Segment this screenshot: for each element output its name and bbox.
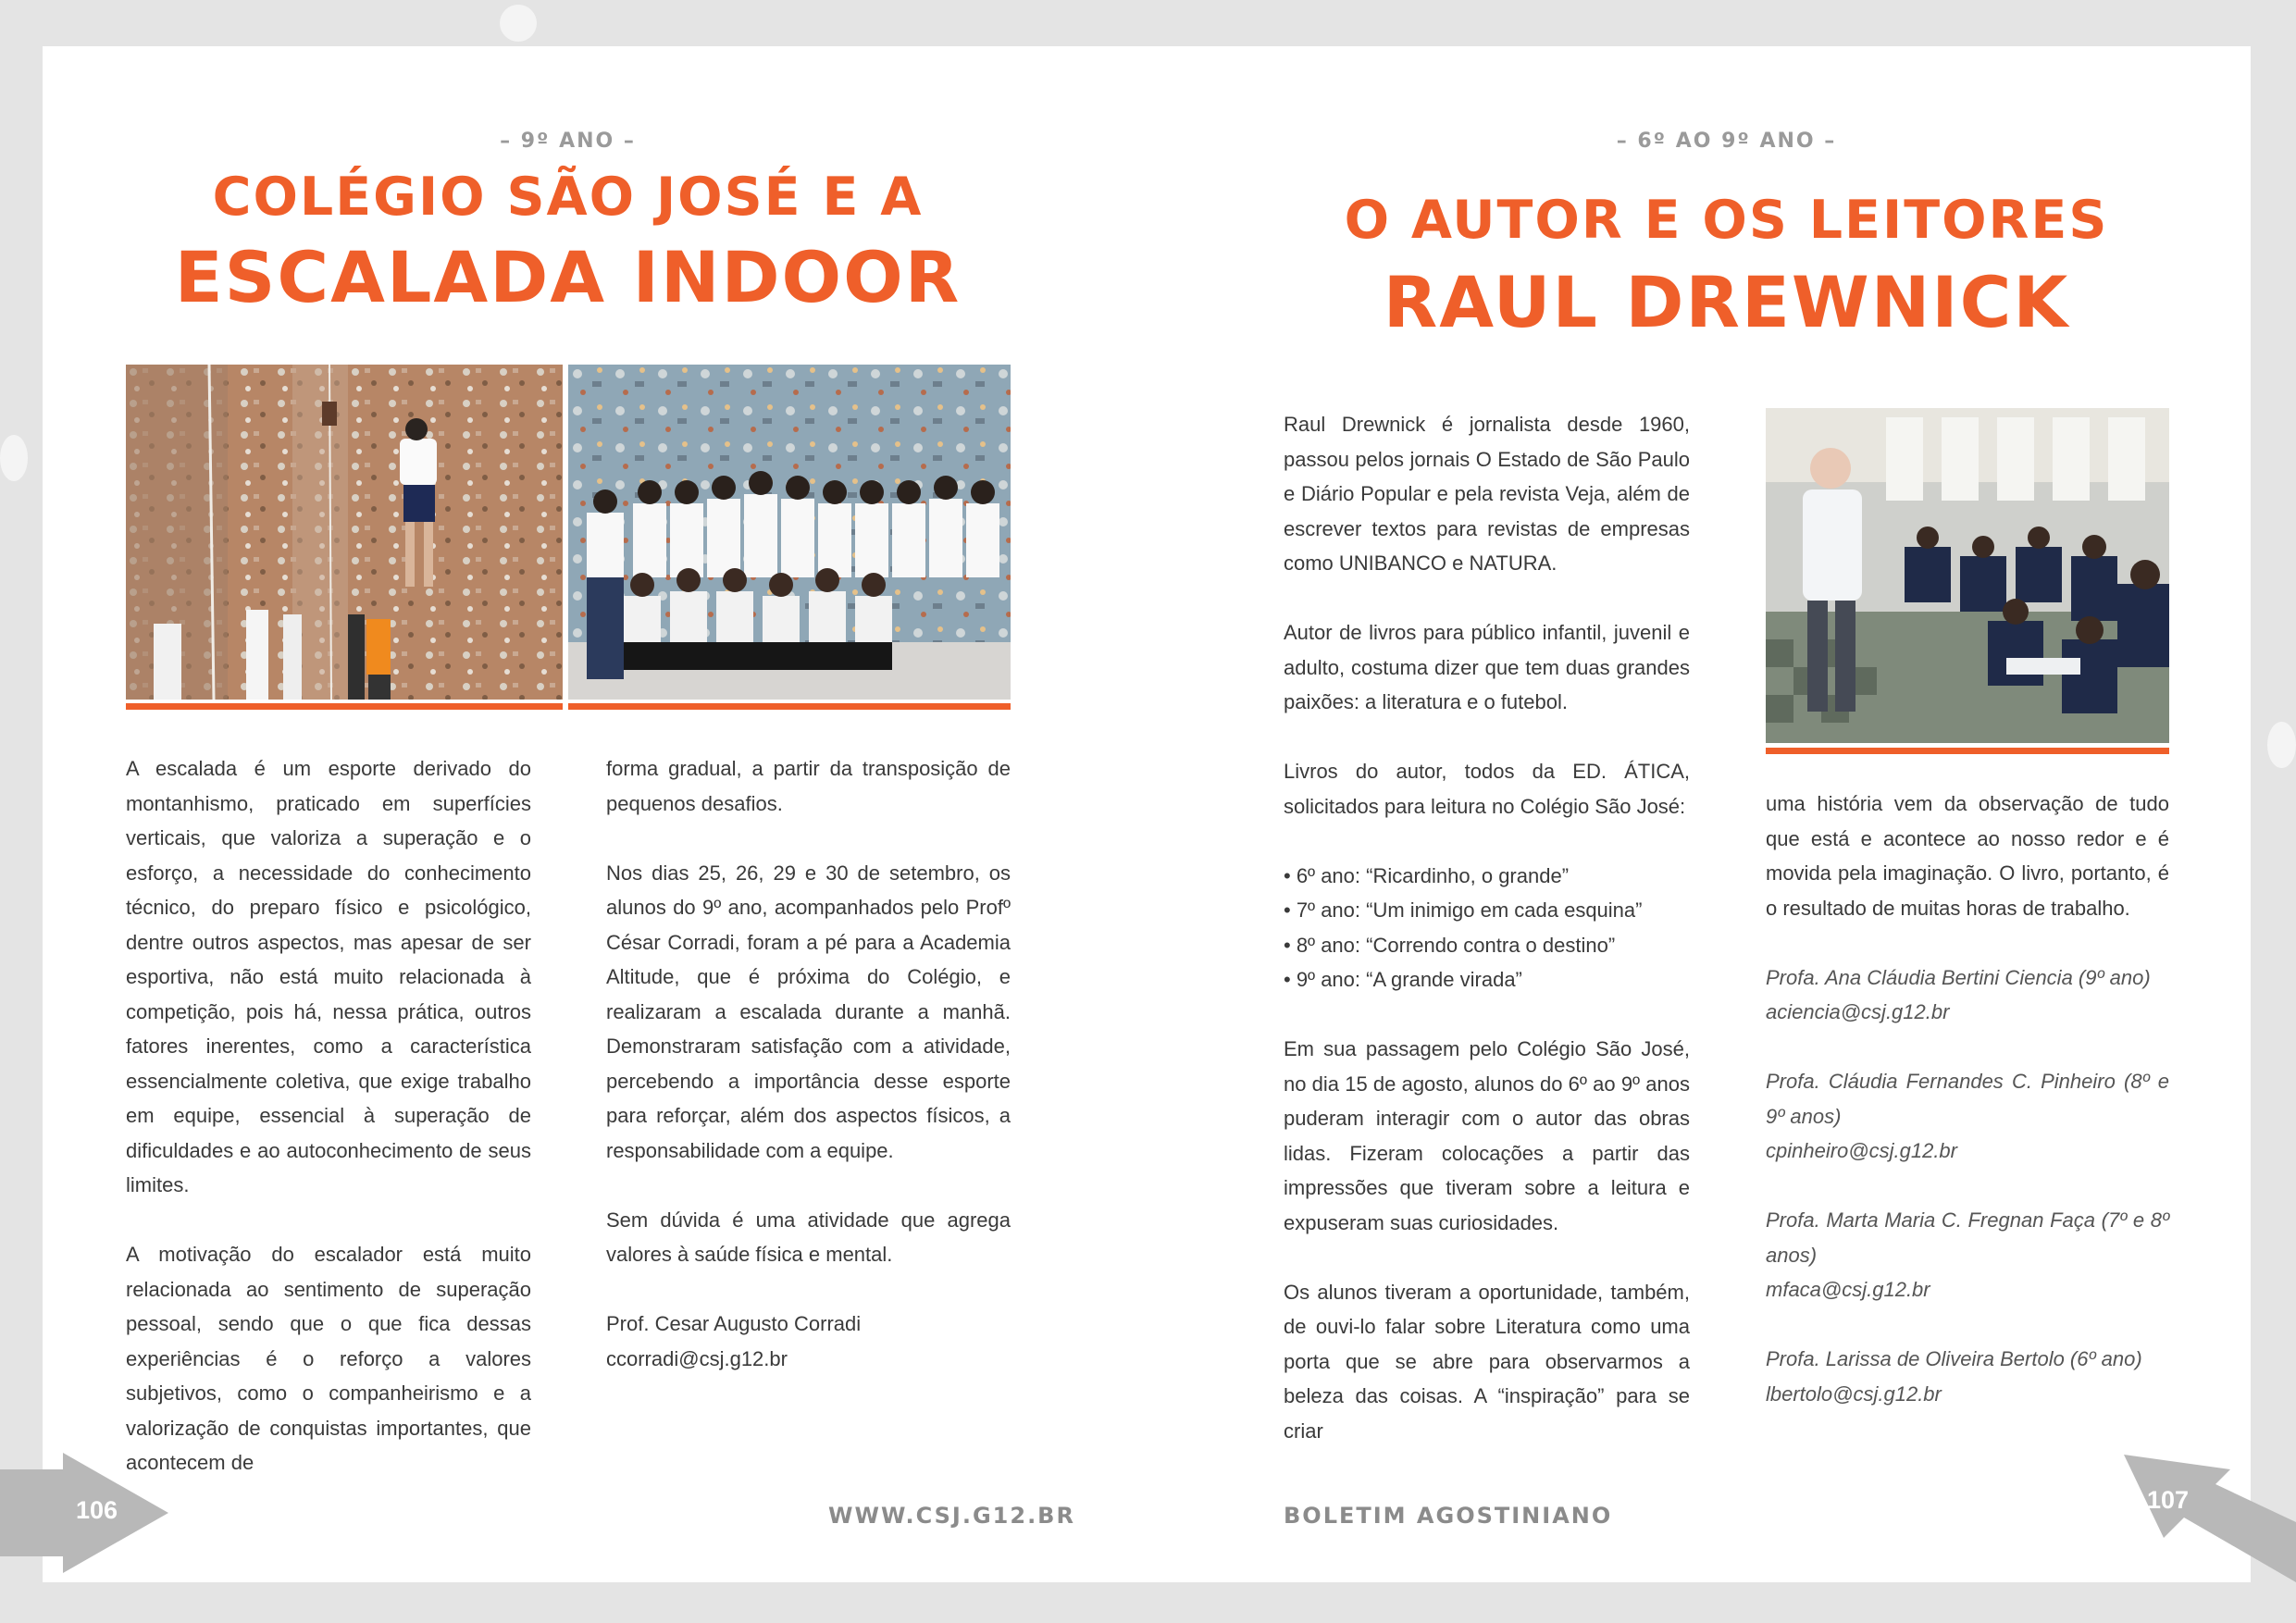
group-photo	[568, 365, 1011, 700]
book-list-item: • 9º ano: “A grande virada”	[1284, 968, 1522, 991]
book-list-item: • 7º ano: “Um inimigo em cada esquina”	[1284, 898, 1643, 922]
footer-magazine-name: BOLETIM AGOSTINIANO	[1284, 1503, 1613, 1529]
teacher-email: lbertolo@csj.g12.br	[1766, 1381, 1942, 1406]
page-number-right: 107	[2147, 1486, 2190, 1514]
page-arrow-right	[2119, 1453, 2296, 1582]
left-title-line1: COLÉGIO SÃO JOSÉ E A	[212, 167, 924, 228]
paragraph: Nos dias 25, 26, 29 e 30 de setembro, os alunos do 9º ano, acompanhados pelo Profº César Corradi, foram a pé para a Academia Altitude, que é próxima do Colégio, e realizaram a escalada durante a manhã. Demonstraram satisfação com a atividade, percebendo a importância desse esporte para reforçar, além dos aspectos físicos, a responsabilidade com a equipe.	[606, 861, 1011, 1162]
paragraph: A escalada é um esporte derivado do montanhismo, praticado em superfícies verticais, que valoriza a superação e o esforço, a necessidade do conhecimento técnico, do preparo físico e psicológico, dentre outros aspectos, mas apesar de ser esportiva, não está muito relacionada à competição, pois há, nessa prática, outros fatores inerentes, como a característica essencialmente coletiva, que exige trabalho em equipe, essencial à superação de dificuldades e ao autoconhecimento de seus limites.	[126, 757, 531, 1196]
left-column-1	[126, 751, 531, 1481]
signature-name: Prof. Cesar Augusto Corradi	[606, 1312, 862, 1335]
right-title-line1: O AUTOR E OS LEITORES	[1344, 190, 2109, 251]
teacher-email: mfaca@csj.g12.br	[1766, 1278, 1930, 1301]
right-kicker: – 6º AO 9º ANO –	[1616, 130, 1837, 153]
teacher-name: Profa. Marta Maria C. Fregnan Faça (7º e 8º anos)	[1766, 1208, 2169, 1267]
signature-email: ccorradi@csj.g12.br	[606, 1346, 788, 1370]
photo-underline	[126, 703, 563, 710]
paragraph: Autor de livros para público infantil, juvenil e adulto, costuma dizer que tem duas grandes paixões: a literatura e o futebol.	[1284, 621, 1690, 713]
photo-underline	[568, 703, 1011, 710]
right-column-1	[1284, 407, 1690, 1448]
teacher-email: cpinheiro@csj.g12.br	[1766, 1139, 1957, 1162]
background-dot	[0, 435, 28, 481]
teacher-name: Profa. Larissa de Oliveira Bertolo (6º ano)	[1766, 1347, 2142, 1370]
left-column-2	[606, 751, 1011, 1376]
right-column-2	[1766, 787, 2169, 1411]
right-title-line2: RAUL DREWNICK	[1383, 261, 2070, 343]
paragraph: forma gradual, a partir da transposição de pequenos desafios.	[606, 757, 1011, 815]
left-kicker: – 9º ANO –	[500, 130, 636, 153]
teacher-name: Profa. Cláudia Fernandes C. Pinheiro (8º e 9º anos)	[1766, 1070, 2169, 1128]
paragraph: uma história vem da observação de tudo que está e acontece ao nosso redor e é movida pela imaginação. O livro, portanto, é o resultado de muitas horas de trabalho.	[1766, 792, 2169, 920]
photo-underline	[1766, 748, 2169, 754]
climbing-wall-photo	[126, 365, 563, 700]
teacher-name: Profa. Ana Cláudia Bertini Ciencia (9º ano)	[1766, 965, 2151, 989]
paragraph: Raul Drewnick é jornalista desde 1960, passou pelos jornais O Estado de São Paulo e Diário Popular e pela revista Veja, além de escrever textos para revistas de empresas como UNIBANCO e NATURA.	[1284, 413, 1690, 575]
paragraph: Livros do autor, todos da ED. ÁTICA, solicitados para leitura no Colégio São José:	[1284, 760, 1690, 818]
book-list-item: • 6º ano: “Ricardinho, o grande”	[1284, 863, 1570, 887]
author-talk-photo	[1766, 408, 2169, 743]
paragraph: Em sua passagem pelo Colégio São José, no dia 15 de agosto, alunos do 6º ao 9º anos puderam interagir com o autor das obras lidas. Fizeram colocações a partir das impressões que tiveram sobre a leitura e expuseram suas curiosidades.	[1284, 1037, 1690, 1234]
paragraph: Os alunos tiveram a oportunidade, também, de ouvi-lo falar sobre Literatura como uma porta que se abre para observarmos a beleza das coisas. A “inspiração” para se criar	[1284, 1280, 1690, 1443]
teacher-email: aciencia@csj.g12.br	[1766, 1000, 1950, 1023]
background-dot	[500, 5, 537, 42]
page-number-left: 106	[76, 1496, 118, 1524]
footer-website: WWW.CSJ.G12.BR	[828, 1503, 1075, 1529]
book-list-item: • 8º ano: “Correndo contra o destino”	[1284, 933, 1616, 957]
paragraph: A motivação do escalador está muito relacionada ao sentimento de superação pessoal, sendo que o que fica dessas experiências é o reforço a valores subjetivos, como o companheirismo e a valorização de conquistas importantes, que acontecem de	[126, 1243, 531, 1474]
paragraph: Sem dúvida é uma atividade que agrega valores à saúde física e mental.	[606, 1208, 1011, 1266]
background-dot	[2267, 722, 2296, 768]
left-title-line2: ESCALADA INDOOR	[174, 236, 962, 318]
